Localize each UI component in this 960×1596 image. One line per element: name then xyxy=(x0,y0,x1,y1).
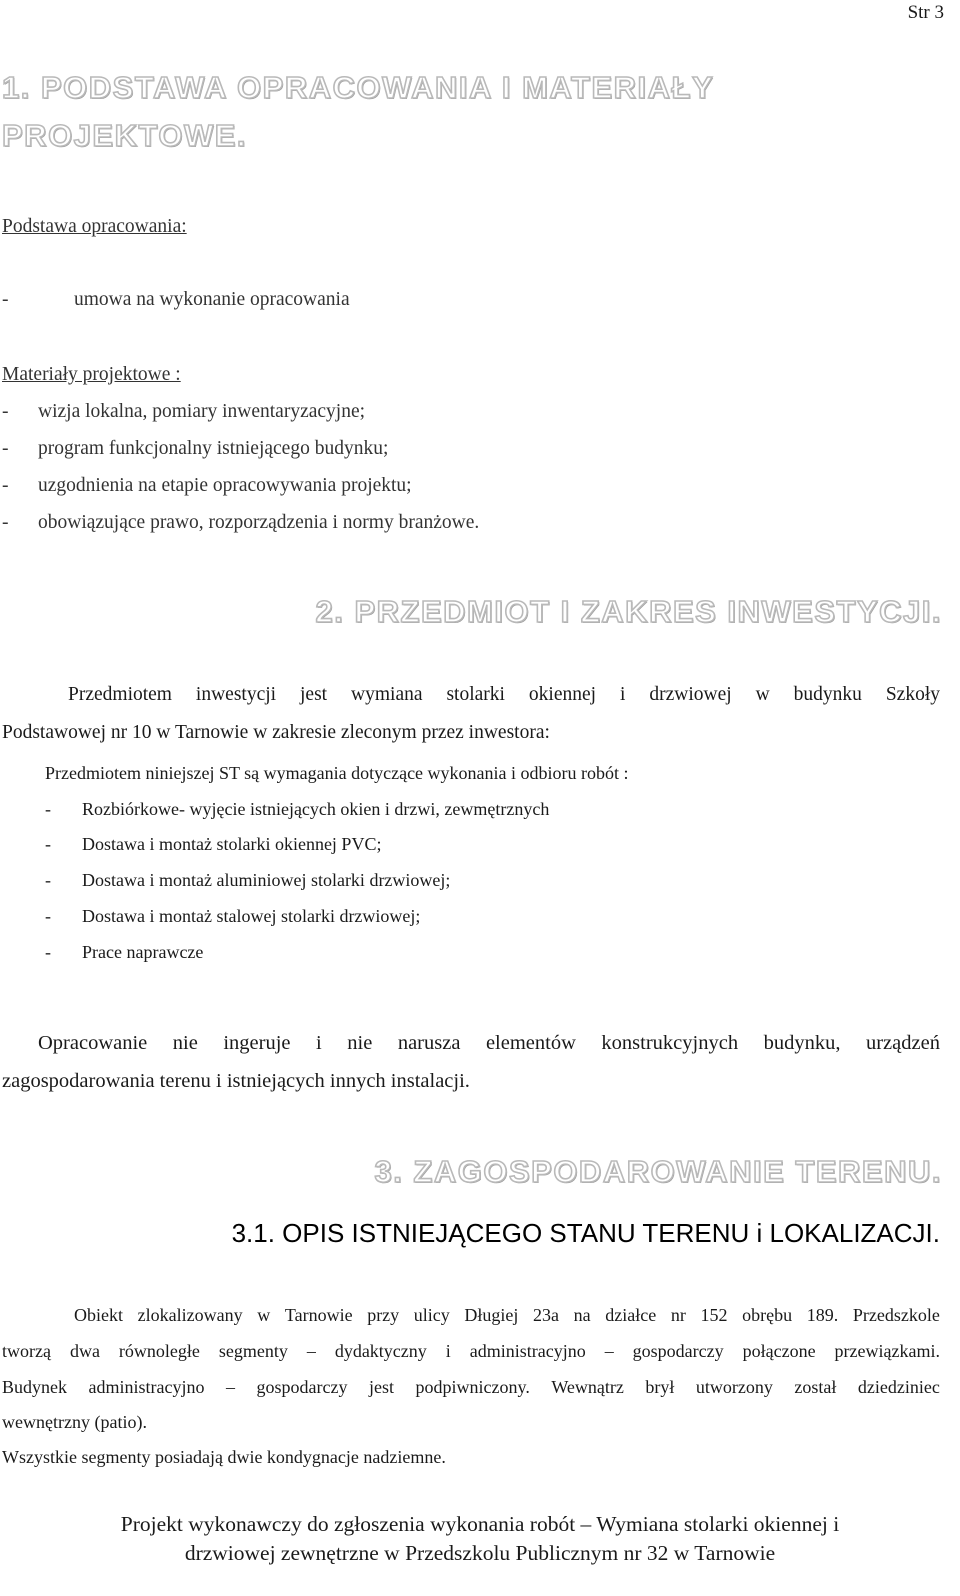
word: administracyjno xyxy=(469,1341,586,1361)
word: Długiej xyxy=(464,1305,519,1325)
list-item-bullet: - xyxy=(45,906,51,926)
subsection-3-1-heading: 3.1. OPIS ISTNIEJĄCEGO STANU TERENU i LOKALIZACJI. xyxy=(231,1218,940,1248)
basis-label: Podstawa opracowania: xyxy=(2,216,187,237)
section-3-heading: 3. ZAGOSPODAROWANIE TERENU. xyxy=(374,1154,942,1189)
word: podpiwniczony. xyxy=(415,1377,530,1397)
list-item: Dostawa i montaż stolarki okiennej PVC; xyxy=(82,834,382,854)
list-item-bullet: - xyxy=(45,834,51,854)
materials-label: Materiały projektowe : xyxy=(2,364,181,385)
word: utworzony xyxy=(695,1377,773,1397)
list-item: Dostawa i montaż stalowej stolarki drzwiowej; xyxy=(82,906,421,926)
word: nr xyxy=(670,1305,686,1325)
word: brył xyxy=(645,1377,675,1397)
word: okiennej xyxy=(528,684,597,705)
word: gospodarczy xyxy=(256,1377,348,1397)
list-item: Rozbiórkowe- wyjęcie istniejących okien i drzwi, zewmętrznych xyxy=(82,799,550,819)
word: jest xyxy=(369,1377,395,1397)
list-item: wizja lokalna, pomiary inwentaryzacyjne; xyxy=(38,401,366,422)
list-item-bullet: - xyxy=(2,438,9,459)
word: równoległe xyxy=(118,1341,200,1361)
word: został xyxy=(794,1377,837,1397)
word: Przedmiotem xyxy=(68,684,172,705)
word: 23a xyxy=(533,1305,560,1325)
word: w xyxy=(755,684,770,705)
word: Budynek xyxy=(2,1377,67,1397)
list-item: obowiązujące prawo, rozporządzenia i normy branżowe. xyxy=(38,512,480,533)
word: Opracowanie xyxy=(38,1032,148,1054)
word: budynku, xyxy=(763,1032,841,1054)
word: Wewnątrz xyxy=(551,1377,624,1397)
word: konstrukcyjnych xyxy=(601,1032,739,1054)
word: inwestycji xyxy=(195,684,277,705)
list-item-bullet: - xyxy=(2,475,9,496)
note-line-2: zagospodarowania terenu i istniejących innych instalacji. xyxy=(2,1070,470,1092)
word: jest xyxy=(300,684,328,705)
word: drzwiowej xyxy=(649,684,732,705)
word: i xyxy=(445,1341,451,1361)
word: stolarki xyxy=(446,684,505,705)
word: gospodarczy xyxy=(632,1341,724,1361)
para-line-1 xyxy=(74,1305,940,1326)
word: w xyxy=(257,1305,271,1325)
word: nie xyxy=(172,1032,198,1054)
word: budynku xyxy=(793,684,862,705)
list-item-bullet: - xyxy=(2,401,9,422)
word: urządzeń xyxy=(865,1032,940,1054)
list-item-bullet: - xyxy=(45,870,51,890)
word: wymiana xyxy=(351,684,423,705)
word: przy xyxy=(367,1305,400,1325)
para-line-5: Wszystkie segmenty posiadają dwie kondygnacje nadziemne. xyxy=(2,1447,446,1467)
word: 152 xyxy=(700,1305,728,1325)
intro-line-1 xyxy=(68,684,940,706)
word: administracyjno xyxy=(88,1377,205,1397)
word: narusza xyxy=(397,1032,461,1054)
word: dydaktyczny xyxy=(334,1341,427,1361)
footer-line-2: drzwiowej zewnętrzne w Przedszkolu Publicznym nr 32 w Tarnowie xyxy=(184,1541,776,1565)
word: i xyxy=(316,1032,322,1054)
page-number: Str 3 xyxy=(907,2,944,23)
para-line-4: wewnętrzny (patio). xyxy=(2,1412,147,1432)
list-item: Dostawa i montaż aluminiowej stolarki drzwiowej; xyxy=(82,870,451,890)
word: – xyxy=(604,1341,614,1361)
word: – xyxy=(306,1341,316,1361)
footer-line-1: Projekt wykonawczy do zgłoszenia wykonania robót – Wymiana stolarki okiennej i xyxy=(120,1512,840,1536)
word: nie xyxy=(347,1032,373,1054)
intro-line-2: Podstawowej nr 10 w Tarnowie w zakresie zleconym przez inwestora: xyxy=(2,722,550,743)
word: dziedziniec xyxy=(857,1377,940,1397)
section-2-heading: 2. PRZEDMIOT I ZAKRES INWESTYCJI. xyxy=(315,594,942,629)
word: segmenty xyxy=(218,1341,288,1361)
basis-item: umowa na wykonanie opracowania xyxy=(74,289,350,310)
word: obrębu xyxy=(742,1305,793,1325)
word: i xyxy=(620,684,626,705)
word: tworzą xyxy=(2,1341,51,1361)
word: na xyxy=(573,1305,591,1325)
note-line-1 xyxy=(38,1032,940,1055)
word: Przedszkole xyxy=(852,1305,940,1325)
scope-intro: Przedmiotem niniejszej ST są wymagania dotyczące wykonania i odbioru robót : xyxy=(45,763,629,783)
word: przewiązkami. xyxy=(834,1341,940,1361)
list-item-bullet: - xyxy=(45,942,51,962)
list-item: program funkcjonalny istniejącego budynku; xyxy=(38,438,389,459)
word: ingeruje xyxy=(223,1032,291,1054)
section-1-heading-line-2: PROJEKTOWE. xyxy=(2,118,248,153)
word: dwa xyxy=(69,1341,100,1361)
para-line-3 xyxy=(2,1377,940,1398)
list-item: uzgodnienia na etapie opracowywania projektu; xyxy=(38,475,412,496)
list-item: Prace naprawcze xyxy=(82,942,204,962)
word: ulicy xyxy=(413,1305,450,1325)
word: zlokalizowany xyxy=(137,1305,243,1325)
word: Tarnowie xyxy=(284,1305,353,1325)
word: połączone xyxy=(742,1341,816,1361)
basis-item-bullet: - xyxy=(2,289,9,310)
para-line-2 xyxy=(2,1341,940,1362)
section-1-heading-line-1: 1. PODSTAWA OPRACOWANIA I MATERIAŁY xyxy=(2,70,715,105)
word: działce xyxy=(605,1305,657,1325)
list-item-bullet: - xyxy=(2,512,9,533)
word: – xyxy=(226,1377,236,1397)
word: elementów xyxy=(485,1032,576,1054)
word: Szkoły xyxy=(885,684,940,705)
word: 189. xyxy=(806,1305,839,1325)
list-item-bullet: - xyxy=(45,799,51,819)
word: Obiekt xyxy=(74,1305,123,1325)
